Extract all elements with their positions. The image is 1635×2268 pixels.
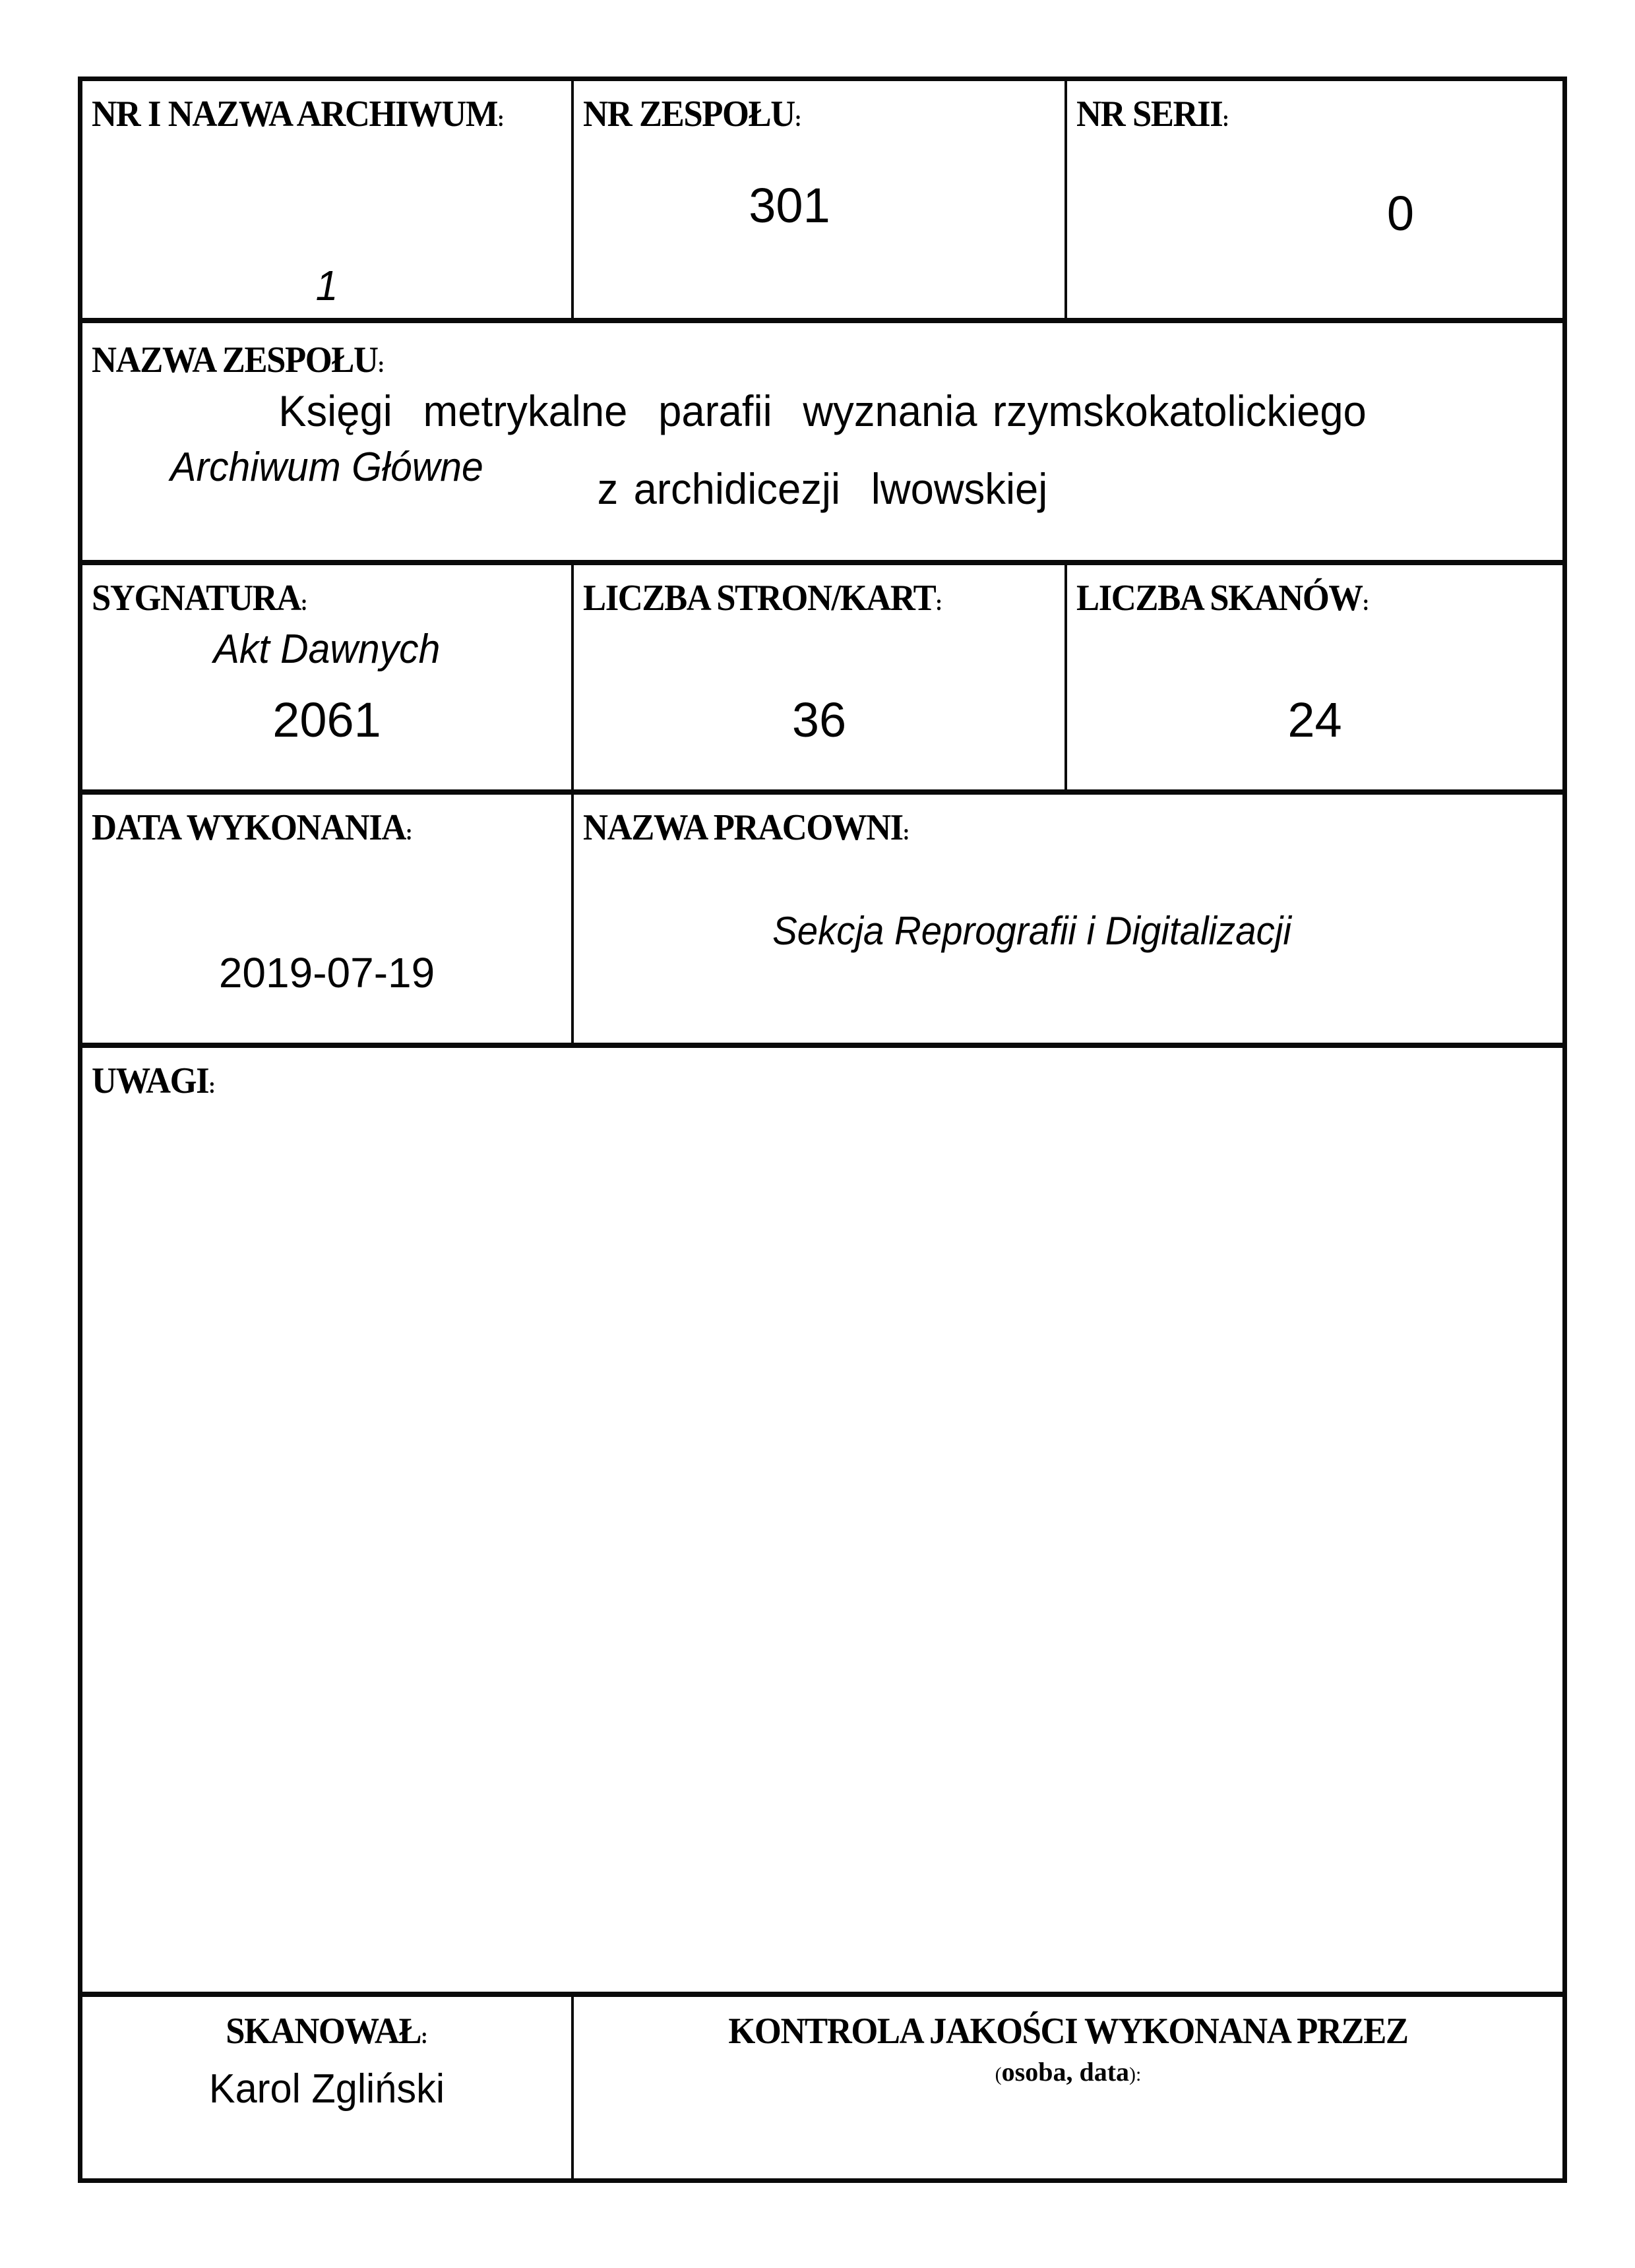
scan-date-value: 2019-07-19: [218, 949, 435, 996]
cell-scanned-by: [82, 1997, 571, 2178]
fonds-name-label: [92, 339, 385, 381]
series-number-value: 0: [1386, 186, 1415, 241]
label-colon: :: [377, 353, 385, 377]
fonds-name-label-text: NAZWA ZESPOŁU: [92, 340, 378, 381]
row-date-lab: [82, 789, 1562, 1043]
label-colon: :: [902, 820, 910, 845]
cell-fonds-number: [571, 81, 1064, 318]
fonds-name-line1: Księgi metrykalne parafii wyznania rzymskokatolickiego: [278, 386, 1367, 435]
signature-label-text: SYGNATURA: [92, 578, 301, 619]
pages-count-label-text: LICZBA STRON/KART: [583, 578, 936, 619]
remarks-label: [92, 1060, 216, 1102]
cell-quality-control: [571, 1997, 1562, 2178]
cell-remarks: [82, 1048, 1562, 1992]
row-fonds-name: [82, 318, 1562, 560]
label-colon: :: [1222, 107, 1229, 131]
row-signature-counts: [82, 560, 1562, 789]
scan-date-label-text: DATA WYKONANIA: [92, 807, 406, 848]
label-colon: :: [421, 2024, 428, 2048]
scan-date-label: [92, 807, 413, 849]
label-colon: :: [406, 820, 413, 845]
label-colon: :: [497, 107, 505, 131]
archival-metadata-table: [78, 77, 1567, 2183]
quality-control-label: [603, 2010, 1533, 2052]
lab-name-value: Sekcja Reprografii i Digitalizacji: [772, 909, 1291, 953]
cell-scans-count: [1064, 565, 1562, 789]
hint-text: osoba, data: [1001, 2057, 1130, 2087]
archive-name-label: [92, 93, 505, 135]
scanned-by-label-text: SKANOWAŁ: [226, 2011, 421, 2052]
label-colon: :: [1362, 591, 1370, 615]
fonds-number-label: [583, 93, 801, 135]
label-colon: :: [935, 591, 942, 615]
series-number-label-text: NR SERII: [1076, 94, 1223, 135]
hint-close-paren: ):: [1129, 2064, 1142, 2085]
archive-name-line1: Archiwum Główne: [170, 444, 483, 490]
scanned-by-label: [97, 2010, 557, 2052]
scanned-by-value: Karol Zgliński: [208, 2066, 445, 2112]
row-remarks: [82, 1043, 1562, 1992]
remarks-label-text: UWAGI: [92, 1060, 209, 1101]
quality-control-hint: [574, 2056, 1562, 2087]
lab-name-label-text: NAZWA PRACOWNI: [583, 807, 903, 848]
series-number-label: [1076, 93, 1229, 135]
lab-name-label: [583, 807, 910, 849]
quality-control-label-text: KONTROLA JAKOŚCI WYKONANA PRZEZ: [728, 2011, 1408, 2052]
archive-number-value: 1: [315, 262, 338, 309]
label-colon: :: [208, 1074, 216, 1098]
row-signoff: [82, 1992, 1562, 2178]
archive-name-label-text: NR I NAZWA ARCHIWUM: [92, 94, 498, 135]
cell-lab-name: [571, 795, 1562, 1043]
fonds-number-value: 301: [749, 178, 830, 233]
label-colon: :: [794, 107, 802, 131]
fonds-name-line2: z archidicezji lwowskiej: [597, 464, 1048, 513]
signature-value: 2061: [272, 692, 381, 747]
cell-fonds-name: [82, 323, 1562, 560]
signature-label: [92, 577, 307, 619]
scans-count-label: [1076, 577, 1369, 619]
cell-pages-count: [571, 565, 1064, 789]
archive-name-line2: Akt Dawnych: [213, 627, 441, 672]
pages-count-label: [583, 577, 942, 619]
scans-count-label-text: LICZBA SKANÓW: [1076, 578, 1363, 619]
fonds-number-label-text: NR ZESPOŁU: [583, 94, 795, 135]
pages-count-value: 36: [791, 692, 847, 747]
hint-open-paren: (: [995, 2064, 1002, 2085]
cell-series-number: [1064, 81, 1562, 318]
scans-count-value: 24: [1287, 692, 1342, 747]
label-colon: :: [300, 591, 308, 615]
cell-signature: [82, 565, 571, 789]
cell-scan-date: [82, 795, 571, 1043]
